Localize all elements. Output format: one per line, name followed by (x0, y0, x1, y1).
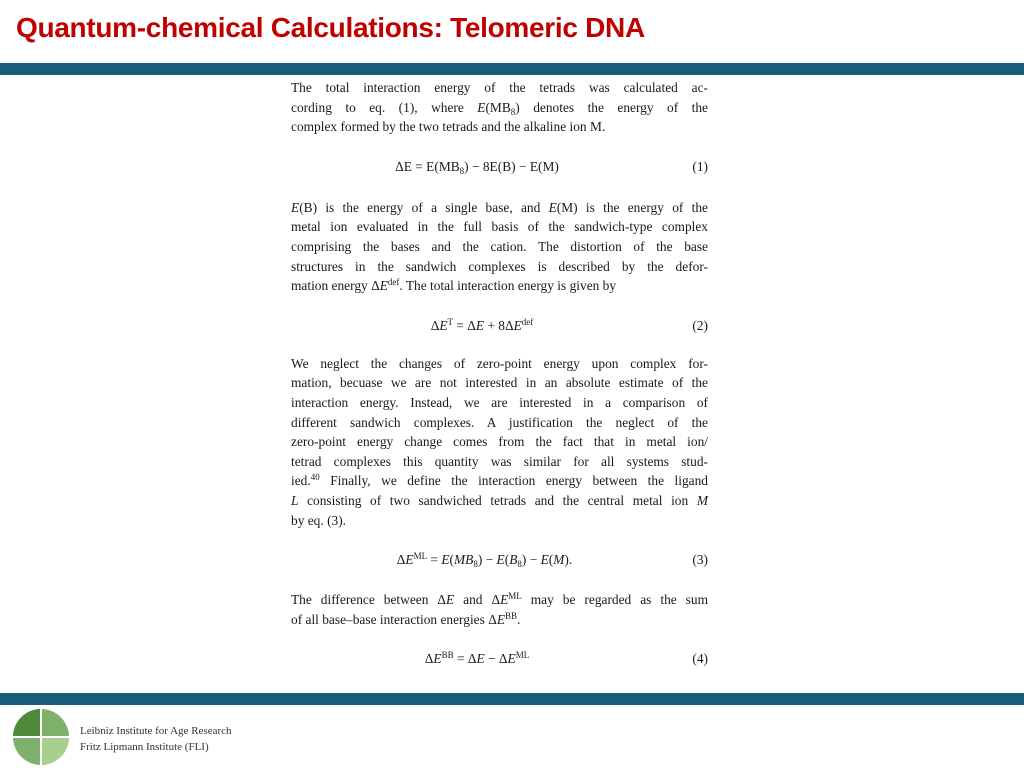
text-line: ied.$^{40}$ Finally, we define the interaction energy between the ligand (291, 472, 708, 489)
institute-name (80, 723, 232, 755)
text-line: mation energy $\Delta E^{def}$. The total interaction energy is given by (291, 277, 617, 294)
equation-number: (4) (692, 651, 708, 667)
text-line: The total interaction energy of the tetrads was calculated ac- (291, 80, 708, 95)
equation-4 (291, 649, 708, 669)
equation-3 (291, 550, 708, 570)
text-line: complex formed by the two tetrads and the alkaline ion M. (291, 119, 606, 135)
equation-formula: $\Delta E = E(MB_8) - 8E(B) - E(M)$ (395, 158, 559, 176)
equation-number: (3) (692, 552, 708, 568)
paragraph-1 (291, 78, 708, 137)
text-line: cording to eq. (1), where $E(MB_8)$ denotes the energy of the (291, 99, 709, 117)
paper-excerpt (291, 78, 708, 669)
paragraph-3 (291, 354, 708, 530)
equation-1 (291, 157, 708, 177)
header-divider-bar (0, 63, 1024, 75)
text-line: L consisting of two sandwiched tetrads and the central metal ion M (291, 492, 708, 508)
text-line: metal ion evaluated in the full basis of the sandwich-type complex (291, 219, 708, 235)
citation-ref: 40 (310, 472, 320, 483)
equation-formula: $\Delta E^T = \Delta E + 8\Delta E^{def}$ (430, 316, 534, 333)
institute-line-1: Leibniz Institute for Age Research (80, 725, 232, 737)
equation-formula: $\Delta E^{BB} = \Delta E - \Delta E^{ML}$ (424, 650, 530, 667)
text-line: interaction energy. Instead, we are interested in a comparison of (291, 394, 708, 410)
institute-line-2: Fritz Lipmann Institute (FLI) (80, 741, 209, 753)
slide-title: Quantum-chemical Calculations: Telomeric DNA (16, 12, 645, 43)
text-line: different sandwich complexes. A justification the neglect of the (291, 414, 708, 430)
text-line: mation, becuase we are not interested in an absolute estimate of the (291, 375, 708, 391)
equation-number: (2) (692, 317, 708, 333)
text-line: tetrad complexes this quantity was similar for all systems stud- (291, 453, 708, 469)
text-line: by eq. (3). (291, 512, 347, 528)
text-line: structures in the sandwich complexes is described by the defor- (291, 258, 708, 274)
fli-logo-icon (12, 708, 70, 766)
paragraph-4 (291, 590, 708, 629)
text-line: of all base–base interaction energies $\Delta E^{BB}$. (291, 610, 521, 627)
equation-2 (291, 316, 708, 336)
text-line: zero-point energy change comes from the fact that in metal ion/ (291, 434, 708, 450)
text-line: E(B) is the energy of a single base, and E(M) is the energy of the (291, 199, 708, 215)
equation-formula: $\Delta E^{ML} = E(MB_8) - E(B_8) - E(M)$. (396, 551, 573, 570)
paragraph-2 (291, 198, 708, 296)
equation-number: (1) (692, 158, 708, 174)
text-line: The difference between ΔE and $\Delta E^{ML}$ may be regarded as the sum (291, 591, 709, 608)
footer-divider-bar (0, 693, 1024, 705)
text-line: We neglect the changes of zero-point energy upon complex for- (291, 355, 708, 371)
text-line: comprising the bases and the cation. The distortion of the base (291, 238, 708, 254)
